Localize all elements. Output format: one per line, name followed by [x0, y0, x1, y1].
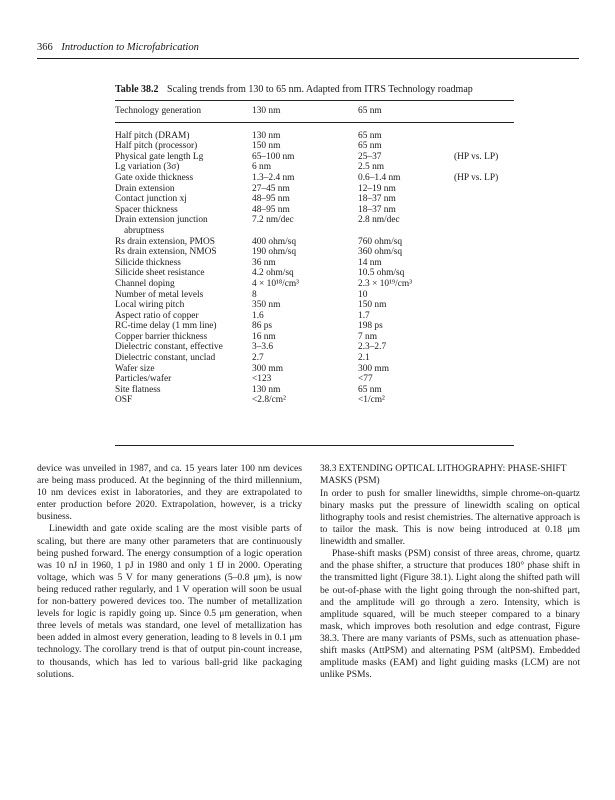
table-cell: 4.2 ohm/sq — [252, 268, 294, 279]
table-cell — [454, 205, 514, 216]
table-cell: RC-time delay (1 mm line) — [115, 321, 217, 332]
table-cell: Channel doping — [115, 278, 175, 289]
table-row — [115, 162, 514, 173]
paragraph: device was unveiled in 1987, and ca. 15 years later 100 nm devices are being mass produced. At the beginning of the third millennium, 10 nm devices exist in laboratories, and they are extrapolated to enter production before 2020. Extrapolation, however, is a tricky business. — [37, 463, 302, 523]
table-row — [115, 141, 514, 152]
running-header — [37, 42, 579, 53]
table-cell: 190 ohm/sq — [252, 247, 297, 258]
table-cell — [454, 300, 514, 311]
cell-continuation: abruptness — [124, 225, 165, 236]
table-cell: 198 ps — [358, 321, 383, 332]
table-cell: 400 ohm/sq — [252, 236, 297, 247]
table-cell: OSF — [115, 395, 133, 406]
page-number: 366 — [37, 42, 53, 53]
table-row — [115, 268, 514, 279]
table-cell — [454, 247, 514, 258]
table-row — [115, 290, 514, 301]
table-cell: 16 nm — [252, 331, 276, 342]
table-cell: 8 — [252, 289, 257, 300]
table-cell: Wafer size — [115, 363, 155, 374]
table-cell — [454, 237, 514, 248]
table-row — [115, 374, 514, 385]
table-cell: 18–37 nm — [358, 194, 396, 205]
table-caption — [115, 84, 555, 95]
table-cell: 150 nm — [252, 141, 281, 152]
table-cell: 2.7 — [252, 353, 264, 364]
table-row — [115, 300, 514, 311]
table-cell: <2.8/cm² — [252, 395, 286, 406]
table-cell: Local wiring pitch — [115, 300, 185, 311]
table-cell: 0.6–1.4 nm — [358, 172, 401, 183]
table-cell — [454, 184, 514, 195]
table-row — [115, 332, 514, 343]
table-cell: Dielectric constant, effective — [115, 342, 223, 353]
table-row — [115, 215, 514, 236]
table-cell: Rs drain extension, PMOS — [115, 236, 216, 247]
column-header: Technology generation — [115, 106, 202, 116]
table-row — [115, 124, 514, 142]
table-cell: 300 mm — [358, 363, 389, 374]
table-cell: (HP vs. LP) — [454, 151, 499, 162]
table-body — [115, 124, 514, 406]
section-heading: 38.3 EXTENDING OPTICAL LITHOGRAPHY: PHASE-SHIFT MASKS (PSM) — [320, 464, 567, 487]
table-row — [115, 353, 514, 364]
table-cell: 65–100 nm — [252, 151, 295, 162]
table-cell: Gate oxide thickness — [115, 172, 194, 183]
table-cell — [454, 215, 514, 236]
table-row — [115, 385, 514, 396]
table-row — [115, 342, 514, 353]
table-cell: 18–37 nm — [358, 204, 396, 215]
table-cell: Rs drain extension, NMOS — [115, 247, 217, 258]
table-cell: 7.2 nm/dec — [252, 215, 294, 226]
table-cell: 7 nm — [358, 331, 378, 342]
table-row — [115, 258, 514, 269]
table-cell: 2.1 — [358, 353, 370, 364]
table-cell: Lg variation (3σ) — [115, 162, 180, 173]
table-cell: Silicide sheet resistance — [115, 268, 205, 279]
table-cell — [454, 124, 514, 142]
table-cell — [454, 395, 514, 406]
table-cell: 760 ohm/sq — [358, 236, 403, 247]
table-cell: 130 nm — [252, 130, 281, 141]
table-cell: 65 nm — [358, 141, 382, 152]
table-row — [115, 237, 514, 248]
table-cell: Half pitch (DRAM) — [115, 130, 190, 141]
column-header — [454, 101, 514, 124]
table-cell: 86 ps — [252, 321, 273, 332]
table-cell: 130 nm — [252, 384, 281, 395]
table-row — [115, 205, 514, 216]
table-cell — [454, 374, 514, 385]
table-cell: <77 — [358, 374, 373, 385]
table-cell — [454, 279, 514, 290]
running-title: Introduction to Microfabrication — [61, 42, 199, 53]
table-cell — [454, 141, 514, 152]
table-cell: 360 ohm/sq — [358, 247, 403, 258]
column-header: 130 nm — [252, 106, 281, 116]
table-cell: 1.6 — [252, 310, 264, 321]
table-cell: 150 nm — [358, 300, 387, 311]
table-cell — [454, 162, 514, 173]
table-cell: Copper barrier thickness — [115, 331, 208, 342]
table-row — [115, 247, 514, 258]
table-cell: 27–45 nm — [252, 183, 290, 194]
table-cell: <123 — [252, 374, 272, 385]
table-cell: 48–95 nm — [252, 204, 290, 215]
table-cell: 36 nm — [252, 257, 276, 268]
table-cell: Spacer thickness — [115, 204, 178, 215]
table-cell: Aspect ratio of copper — [115, 310, 199, 321]
table-row — [115, 173, 514, 184]
header-rule — [37, 58, 579, 59]
table-row — [115, 311, 514, 322]
table-cell — [454, 268, 514, 279]
table-label: Table 38.2 — [115, 84, 159, 95]
table-cell — [454, 258, 514, 269]
table-cell: 65 nm — [358, 384, 382, 395]
table-cell — [454, 364, 514, 375]
table-row — [115, 279, 514, 290]
table-row — [115, 364, 514, 375]
table-cell: 14 nm — [358, 257, 382, 268]
table-cell: 2.3 × 10¹⁹/cm³ — [358, 278, 413, 289]
table-bottom-rule — [115, 445, 514, 446]
table-row — [115, 321, 514, 332]
table-cell — [454, 353, 514, 364]
paragraph: Phase-shift masks (PSM) consist of three areas, chrome, quartz and the phase shifter, a structure that produces 180° phase shift in the transmitted light (Figure 38.1). Light along the shifted path will be out-of-phase with the light going through the non-shifted part, and the amplitude will go through a zero. Intensity, which is amplitude squared, will be much steeper compared to a binary mask, which improves both resolution and edge contrast, Figure 38.3. There are many variants of PSMs, such as attenuation phase-shift masks (AttPSM) and alternating PSM (altPSM). Embedded amplitude masks (EAM) and light guiding masks (LCM) are not unlike PSMs. — [320, 548, 580, 681]
table-cell: Particles/wafer — [115, 374, 172, 385]
table-cell: 350 nm — [252, 300, 281, 311]
table-cell — [454, 321, 514, 332]
table-header-row — [115, 101, 514, 124]
table-cell — [454, 311, 514, 322]
table-cell: 1.7 — [358, 310, 370, 321]
table-cell: 48–95 nm — [252, 194, 290, 205]
table-cell: 2.8 nm/dec — [358, 215, 400, 226]
table-cell — [454, 194, 514, 205]
table-cell: Site flatness — [115, 384, 161, 395]
table-cell: 300 mm — [252, 363, 283, 374]
table-row — [115, 194, 514, 205]
table-cell: 65 nm — [358, 130, 382, 141]
table-cell: Dielectric constant, unclad — [115, 353, 216, 364]
table-cell: 1.3–2.4 nm — [252, 172, 295, 183]
table-row — [115, 152, 514, 163]
table-row — [115, 395, 514, 406]
table-cell: Physical gate length Lg — [115, 151, 204, 162]
table-cell: 4 × 10¹⁸/cm³ — [252, 278, 299, 289]
right-column — [320, 463, 580, 681]
table-cell: 2.5 nm — [358, 162, 385, 173]
table-cell: 3–3.6 — [252, 342, 274, 353]
table-cell — [454, 342, 514, 353]
table-cell: 10.5 ohm/sq — [358, 268, 405, 279]
cell-text: Drain extension junction — [115, 215, 208, 226]
table-cell: Number of metal levels — [115, 289, 204, 300]
paragraph: Linewidth and gate oxide scaling are the most visible parts of scaling, but there are many other parameters that are continuously being pushed forward. The energy consumption of a logic operation was 10 nJ in 1960, 1 pJ in 1980 and only 1 fJ in 2000. Operating voltage, which was 5 V for many generations (5–0.8 μm), is now being reduced rather regularly, and 1 V operation will soon be usual for non-battery powered devices too. The number of metallization levels for logic is rapidly going up. Since 0.5 μm generation, when three levels of metals was standard, one level of metallization has been added in almost every generation, leading to 8 levels in 0.1 μm technology. The corollary trend is that of output pin-count increase, to thousands, which has led to various ball-grid like packaging solutions. — [37, 523, 302, 680]
table-cell — [454, 332, 514, 343]
column-header: 65 nm — [358, 106, 382, 116]
table-cell: 25–37 — [358, 151, 382, 162]
table-cell: 12–19 nm — [358, 183, 396, 194]
table-cell: 6 nm — [252, 162, 272, 173]
table-cell — [454, 290, 514, 301]
table-cell: Contact junction xj — [115, 194, 187, 205]
table-cell: Drain extension — [115, 183, 175, 194]
table-cell: Silicide thickness — [115, 257, 181, 268]
table-cell: Half pitch (processor) — [115, 141, 198, 152]
table-cell: 10 — [358, 289, 368, 300]
table-cell: 2.3–2.7 — [358, 342, 387, 353]
table-cell — [115, 215, 252, 236]
table-cell: (HP vs. LP) — [454, 172, 499, 183]
table-cell: <1/cm² — [358, 395, 385, 406]
table-caption-text: Scaling trends from 130 to 65 nm. Adapted from ITRS Technology roadmap — [167, 84, 473, 95]
table-row — [115, 184, 514, 195]
paragraph: In order to push for smaller linewidths, simple chrome-on-quartz binary masks put the pressure of linewidth scaling on optical lithography tools and resist chemistries. The alternative approach is to tailor the mask. This is now being introduced at 0.18 μm linewidth and smaller. — [320, 487, 580, 548]
left-column — [37, 463, 302, 681]
scaling-table — [115, 101, 514, 406]
table-cell — [454, 385, 514, 396]
